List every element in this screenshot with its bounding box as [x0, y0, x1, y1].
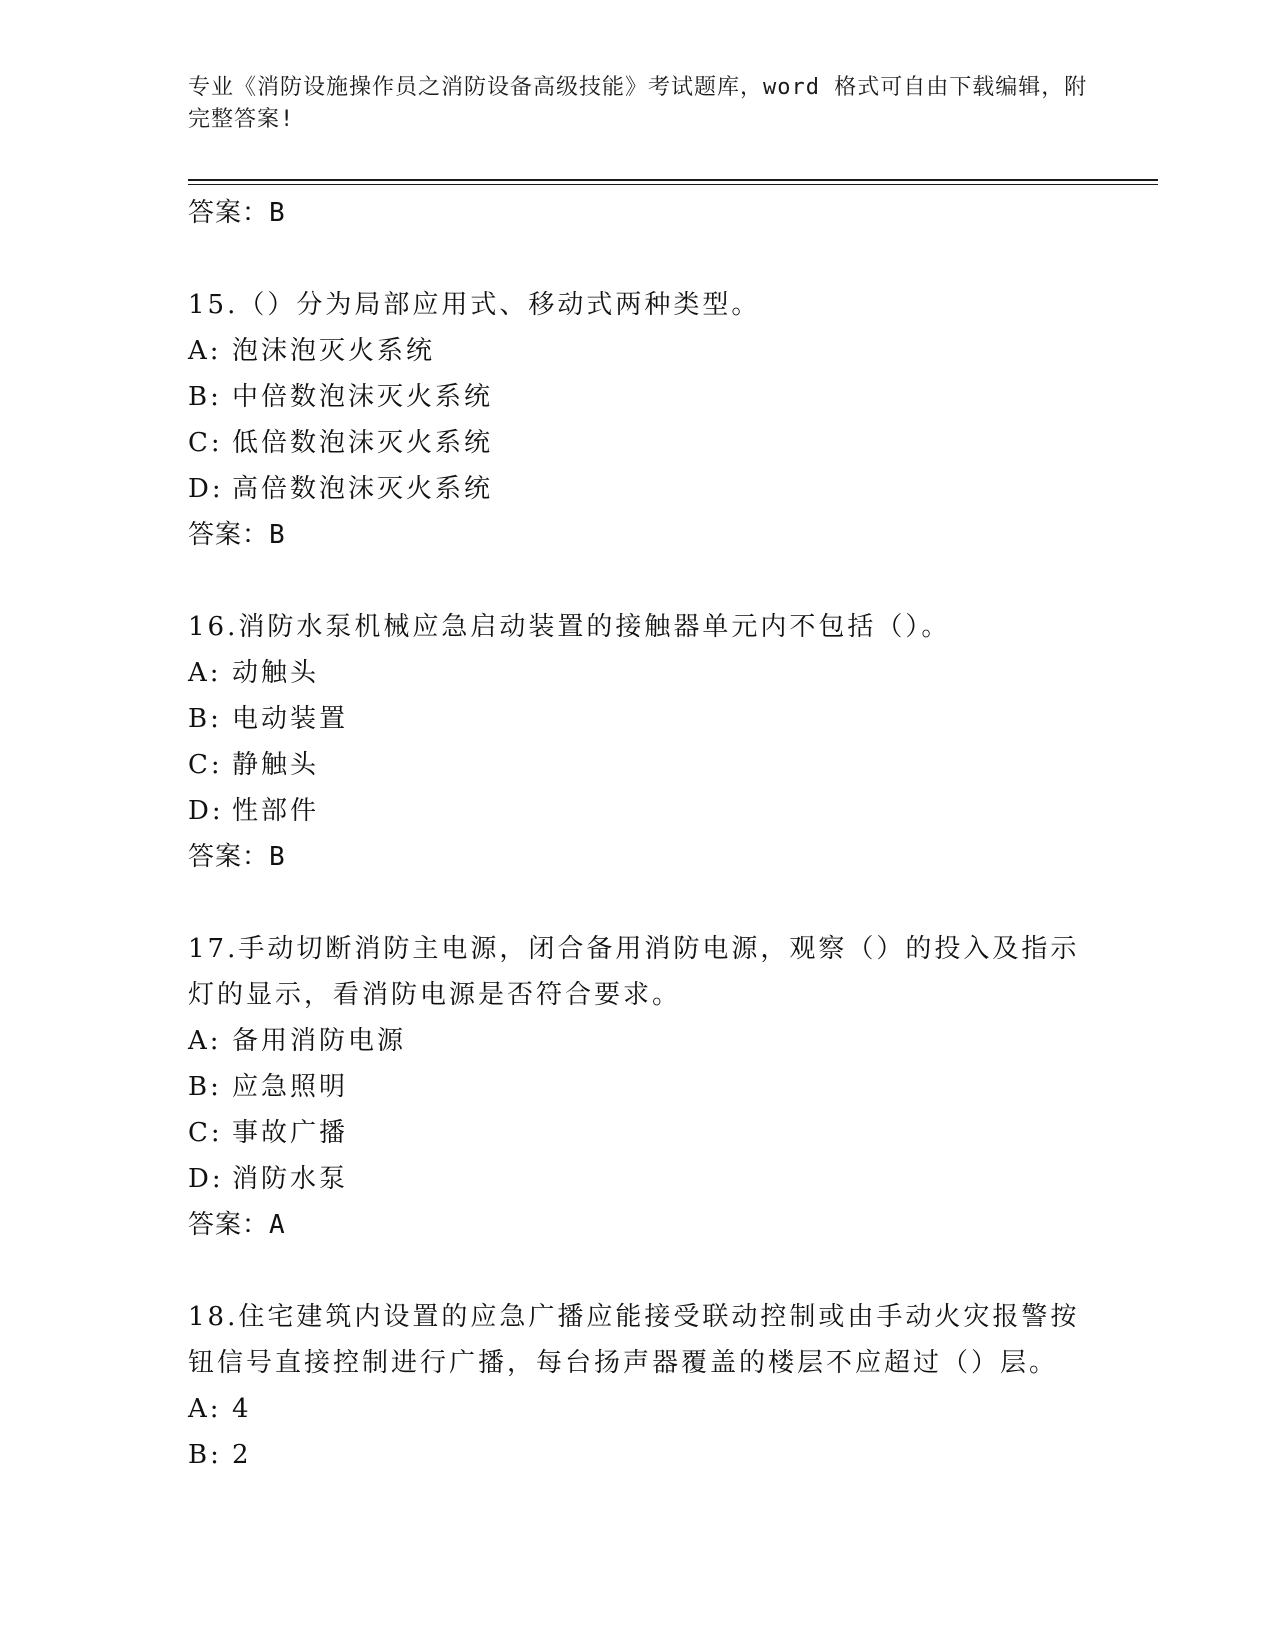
question-title: 15.（）分为局部应用式、移动式两种类型。: [188, 290, 761, 320]
question-title: 16.消防水泵机械应急启动装置的接触器单元内不包括（）。: [188, 612, 951, 642]
option-letter: D:: [188, 796, 224, 826]
option-letter: C:: [188, 1118, 223, 1148]
answer-line: 答案：A: [188, 1210, 286, 1240]
question-block: [188, 926, 1088, 1248]
option-d: [188, 466, 1088, 512]
option-text: 备用消防电源: [232, 1026, 407, 1056]
option-text: 静触头: [232, 750, 320, 780]
option-d: [188, 788, 1088, 834]
question-title: 17.手动切断消防主电源，闭合备用消防电源，观察（）的投入及指示灯的显示，看消防电源是否符合要求。: [188, 934, 1080, 1010]
option-c: [188, 1110, 1088, 1156]
option-d: [188, 1156, 1088, 1202]
page-header: 专业《消防设施操作员之消防设备高级技能》考试题库，word 格式可自由下载编辑，附完整答案!: [188, 75, 1088, 132]
option-a: [188, 1386, 1088, 1432]
option-b: [188, 374, 1088, 420]
option-letter: A:: [188, 1394, 222, 1424]
option-text: 应急照明: [232, 1072, 349, 1102]
answer-line: 答案：B: [188, 520, 286, 550]
answer-line: 答案：B: [188, 198, 286, 228]
option-letter: B:: [188, 704, 222, 734]
spacer: [188, 1248, 1088, 1294]
option-text: 高倍数泡沫灭火系统: [232, 474, 494, 504]
option-letter: B:: [188, 382, 222, 412]
option-letter: A:: [188, 658, 222, 688]
option-letter: B:: [188, 1072, 222, 1102]
option-c: [188, 742, 1088, 788]
option-letter: D:: [188, 474, 224, 504]
option-text: 低倍数泡沫灭火系统: [232, 428, 494, 458]
spacer: [188, 558, 1088, 604]
option-letter: B:: [188, 1440, 222, 1470]
option-text: 消防水泵: [232, 1164, 349, 1194]
question-block: [188, 1294, 1088, 1478]
header-rule-thin: [188, 184, 1158, 185]
option-letter: D:: [188, 1164, 224, 1194]
option-a: [188, 328, 1088, 374]
option-b: [188, 696, 1088, 742]
spacer: [188, 880, 1088, 926]
option-b: [188, 1432, 1088, 1478]
question-title: 18.住宅建筑内设置的应急广播应能接受联动控制或由手动火灾报警按钮信号直接控制进行广播，每台扬声器覆盖的楼层不应超过（）层。: [188, 1302, 1080, 1378]
spacer: [188, 236, 1088, 282]
option-letter: A:: [188, 336, 222, 366]
option-text: 4: [232, 1394, 252, 1424]
option-letter: C:: [188, 428, 223, 458]
option-letter: A:: [188, 1026, 222, 1056]
option-a: [188, 1018, 1088, 1064]
option-b: [188, 1064, 1088, 1110]
option-text: 性部件: [232, 796, 320, 826]
question-block: [188, 604, 1088, 880]
option-a: [188, 650, 1088, 696]
option-text: 中倍数泡沫灭火系统: [232, 382, 494, 412]
option-letter: C:: [188, 750, 223, 780]
option-c: [188, 420, 1088, 466]
question-list: [188, 190, 1088, 1478]
option-text: 动触头: [232, 658, 320, 688]
question-block: [188, 282, 1088, 558]
option-text: 2: [232, 1440, 252, 1470]
option-text: 泡沫泡灭火系统: [232, 336, 436, 366]
option-text: 电动装置: [232, 704, 349, 734]
answer-line: 答案：B: [188, 842, 286, 872]
option-text: 事故广播: [232, 1118, 349, 1148]
header-rule-thick: [188, 179, 1158, 181]
